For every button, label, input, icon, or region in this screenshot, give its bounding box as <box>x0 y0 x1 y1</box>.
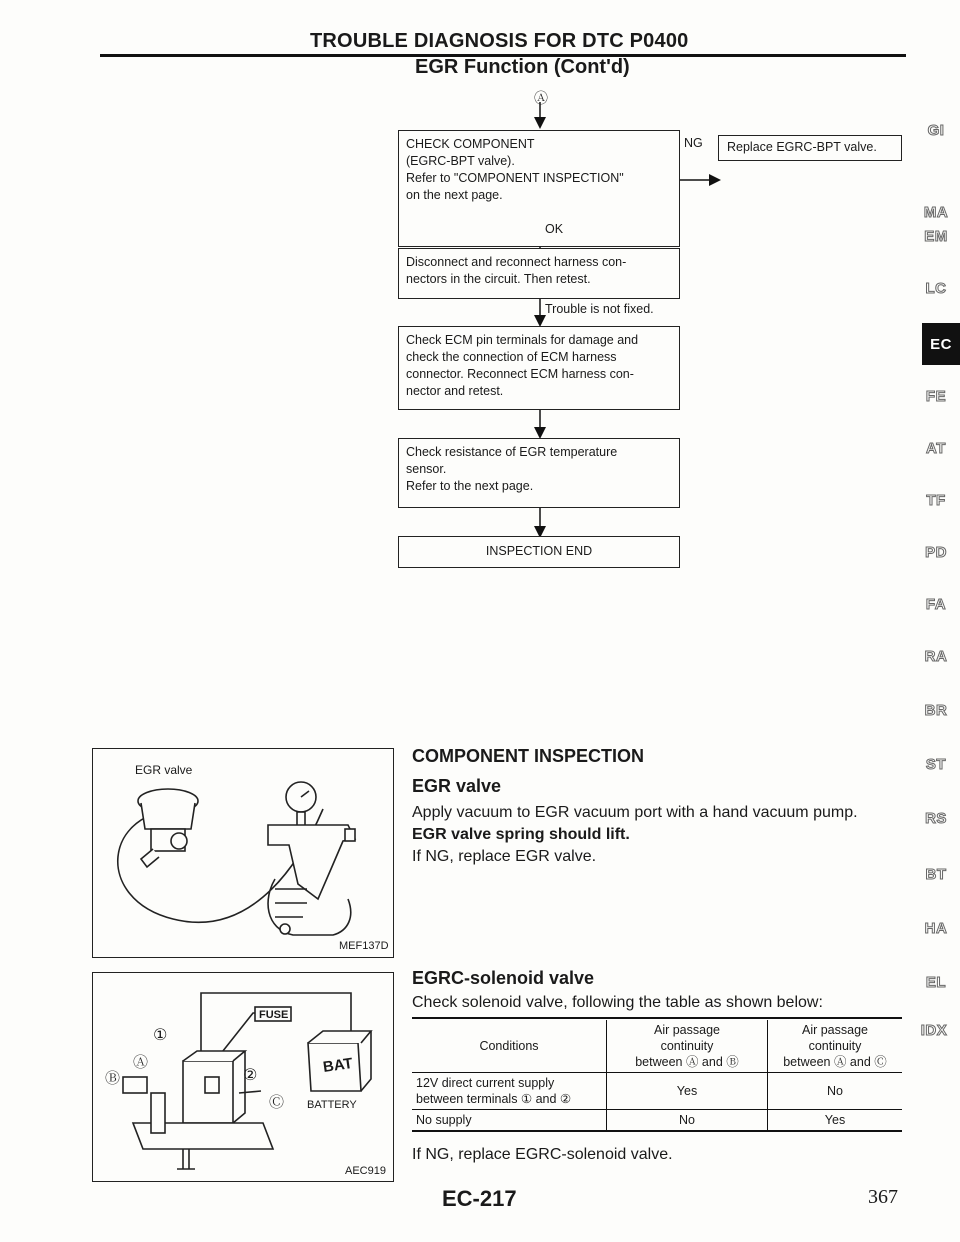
flow-ng-action <box>718 135 902 161</box>
step1-line2: (EGRC-BPT valve). <box>406 154 515 168</box>
section-tab-lc[interactable]: LC <box>925 279 947 297</box>
table-row <box>412 1073 902 1110</box>
header-ac-line1: Air passage <box>801 1023 868 1037</box>
figure-egrc-code: AEC919 <box>345 1165 386 1177</box>
step3-line2: check the connection of ECM harness <box>406 350 617 364</box>
battery-symbol-label: BAT <box>321 1055 354 1076</box>
page-number: 367 <box>868 1186 898 1208</box>
not-fixed-label: Trouble is not fixed. <box>545 302 654 316</box>
ng-action-text: Replace EGRC-BPT valve. <box>727 140 877 154</box>
step1-line4: on the next page. <box>406 188 503 202</box>
header-conditions: Conditions <box>479 1039 539 1053</box>
section-tab-br[interactable]: BR <box>924 701 948 719</box>
egr-pump-illustration <box>93 749 393 957</box>
egr-valve-instruction: Apply vacuum to EGR vacuum port with a hand vacuum pump. <box>412 804 858 821</box>
figure-egrc-solenoid <box>92 972 394 1182</box>
port-a-label: Ⓐ <box>133 1054 149 1071</box>
figure-egr-valve-label: EGR valve <box>135 763 193 777</box>
step3-line3: connector. Reconnect ECM harness con- <box>406 367 634 381</box>
section-tab-el[interactable]: EL <box>925 973 947 991</box>
step4-line3: Refer to the next page. <box>406 479 534 493</box>
section-tab-st[interactable]: ST <box>925 755 947 773</box>
step3-line1: Check ECM pin terminals for damage and <box>406 333 639 347</box>
header-ab-line3: between Ⓐ and Ⓑ <box>635 1055 739 1069</box>
header-ab-line1: Air passage <box>653 1023 720 1037</box>
row2-ab: No <box>607 1110 768 1132</box>
section-tab-fa[interactable]: FA <box>925 595 947 613</box>
terminal-1-label: ① <box>153 1027 168 1044</box>
flow-step-check-ecm <box>398 326 680 410</box>
egrc-solenoid-ng: If NG, replace EGRC-solenoid valve. <box>412 1146 673 1163</box>
step2-line2: nectors in the circuit. Then retest. <box>406 272 591 286</box>
flow-step-check-resistance <box>398 438 680 508</box>
section-tab-rs[interactable]: RS <box>925 809 947 827</box>
header-ac-line3: between Ⓐ and Ⓒ <box>783 1055 887 1069</box>
section-tab-tf[interactable]: TF <box>926 491 946 509</box>
header-ab-line2: continuity <box>660 1039 714 1053</box>
flow-end <box>398 536 680 568</box>
section-tab-bt[interactable]: BT <box>925 865 947 883</box>
ng-label: NG <box>684 136 703 150</box>
table-header-row <box>412 1020 902 1073</box>
end-text: INSPECTION END <box>485 544 593 558</box>
section-tab-gi[interactable]: GI <box>927 121 945 139</box>
section-tab-fe[interactable]: FE <box>925 387 947 405</box>
page-section-code: EC-217 <box>442 1186 517 1211</box>
section-tab-ec[interactable]: EC <box>922 323 960 365</box>
egr-valve-heading: EGR valve <box>412 776 502 796</box>
row1-ac: No <box>768 1073 903 1110</box>
solenoid-continuity-table <box>412 1020 902 1132</box>
fuse-label: FUSE <box>259 1009 289 1021</box>
port-c-label: Ⓒ <box>269 1094 285 1111</box>
step4-line2: sensor. <box>406 462 447 476</box>
page-subtitle: EGR Function (Cont'd) <box>415 56 630 78</box>
section-tab-ra[interactable]: RA <box>924 647 948 665</box>
row2-condition: No supply <box>416 1113 472 1127</box>
step2-line1: Disconnect and reconnect harness con- <box>406 255 627 269</box>
egr-valve-ng: If NG, replace EGR valve. <box>412 848 597 865</box>
battery-label: BATTERY <box>307 1099 357 1111</box>
flow-step-check-component <box>398 130 680 247</box>
step4-line1: Check resistance of EGR temperature <box>406 445 618 459</box>
section-tab-em[interactable]: EM <box>924 227 948 245</box>
table-top-rule <box>412 1017 902 1019</box>
header-ab <box>607 1020 768 1073</box>
row1-condition-line2: between terminals ① and ② <box>416 1092 572 1106</box>
step1-line1: CHECK COMPONENT <box>406 137 535 151</box>
section-tab-at[interactable]: AT <box>926 439 946 457</box>
ok-label: OK <box>545 222 564 236</box>
section-tab-ha[interactable]: HA <box>924 919 948 937</box>
section-tab-pd[interactable]: PD <box>925 543 947 561</box>
egrc-solenoid-instruction: Check solenoid valve, following the table as shown below: <box>412 994 823 1011</box>
step3-line4: nector and retest. <box>406 384 504 398</box>
row1-ab: Yes <box>607 1073 768 1110</box>
row2-ac: Yes <box>768 1110 903 1132</box>
port-b-label: Ⓑ <box>105 1070 121 1087</box>
terminal-2-label: ② <box>243 1067 258 1084</box>
egr-valve-spec: EGR valve spring should lift. <box>412 826 630 843</box>
component-inspection-heading: COMPONENT INSPECTION <box>412 746 645 766</box>
figure-egr-valve-code: MEF137D <box>339 940 389 952</box>
egrc-solenoid-heading: EGRC-solenoid valve <box>412 968 595 988</box>
page-title: TROUBLE DIAGNOSIS FOR DTC P0400 <box>310 30 689 52</box>
connector-a: Ⓐ <box>534 90 548 106</box>
row1-condition-line1: 12V direct current supply <box>416 1076 555 1090</box>
step1-line3: Refer to "COMPONENT INSPECTION" <box>406 171 624 185</box>
section-tab-ma[interactable]: MA <box>923 203 949 221</box>
figure-egr-valve <box>92 748 394 958</box>
flow-step-disconnect <box>398 248 680 299</box>
table-row <box>412 1110 902 1132</box>
section-tab-idx[interactable]: IDX <box>920 1021 948 1039</box>
row1-condition <box>412 1073 607 1110</box>
header-ac-line2: continuity <box>808 1039 862 1053</box>
header-ac <box>768 1020 903 1073</box>
